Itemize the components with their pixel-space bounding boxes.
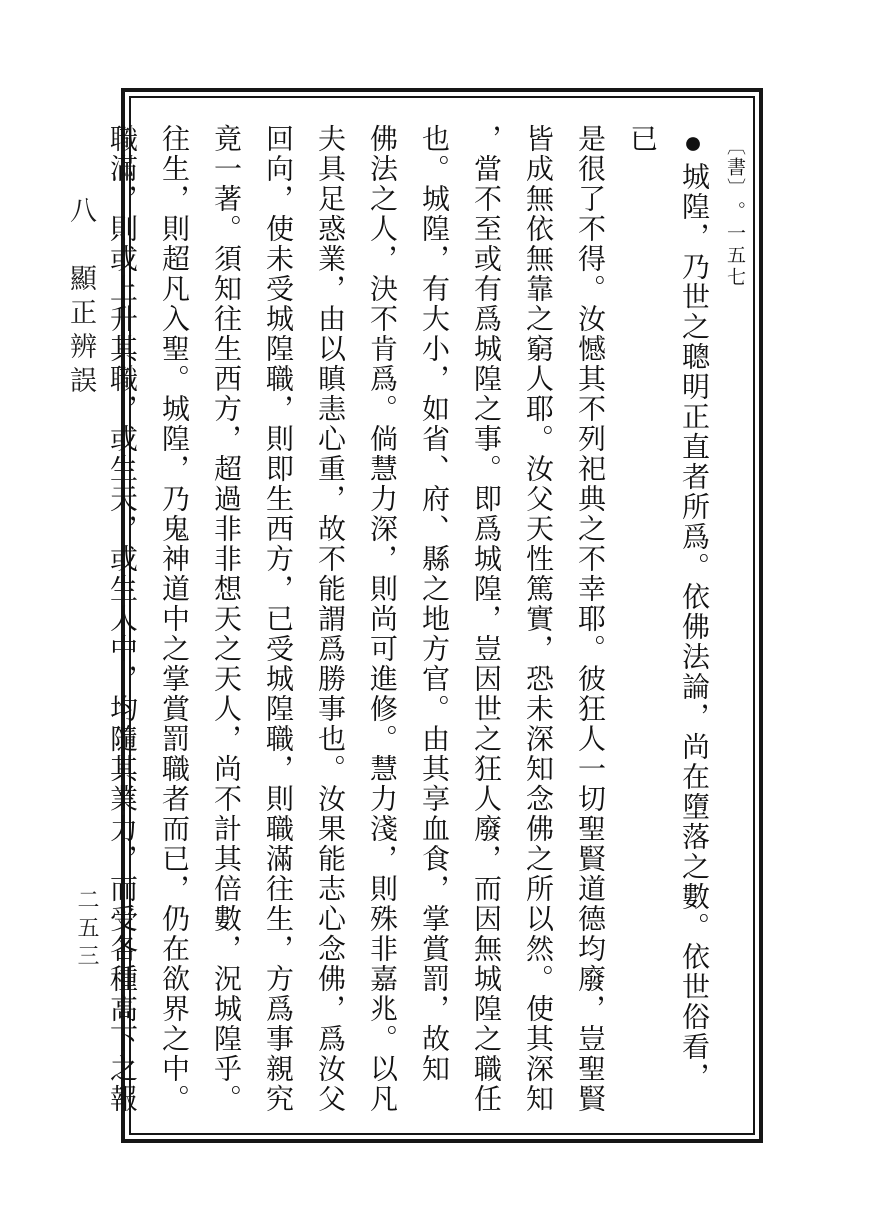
page-frame-inner-rule xyxy=(106,96,755,1135)
header-reference-number: 。一五七 xyxy=(724,201,745,289)
text-column-1-body: 城隍，乃世之聰明正直者所爲。依佛法論，尚在墮落之數。依世俗看，已 xyxy=(626,124,709,1092)
header-source-tag: 〔書〕 xyxy=(724,136,745,199)
text-column-6: 佛法之人，決不肯爲。倘慧力深，則尚可進修。慧力淺，則殊非嘉兆。以凡 xyxy=(366,124,397,1114)
text-column-10: 往生，則超凡入聖。城隍，乃鬼神道中之掌賞罰職者而已，仍在欲界之中。 xyxy=(158,124,189,1114)
text-area xyxy=(106,98,753,1133)
margin-page-number: 二五三 xyxy=(75,888,100,972)
text-column-2: 是很了不得。汝憾其不列祀典之不幸耶。彼狂人一切聖賢道德均廢，豈聖賢 xyxy=(574,124,605,1114)
text-column-9: 竟一著。須知往生西方，超過非非想天之天人，尚不計其倍數，況城隍乎。 xyxy=(210,124,241,1114)
text-column-11: 職滿，則或上升其職，或生天，或生人中，均隨其業力，而受各種高下之報 xyxy=(106,124,137,1114)
text-column-7: 夫具足惑業，由以瞋恚心重，故不能謂爲勝事也。汝果能志心念佛，爲汝父 xyxy=(314,124,345,1114)
margin-section-label: 八 顯正辨誤 xyxy=(66,196,96,400)
page-frame xyxy=(106,88,763,1143)
header-annotation xyxy=(723,124,745,1117)
text-column-4: ，當不至或有爲城隍之事。即爲城隍，豈因世之狂人廢，而因無城隍之職任 xyxy=(470,124,501,1114)
text-column-1 xyxy=(615,124,719,1117)
text-column-5: 也。城隍，有大小，如省、府、縣之地方官。由其享血食，掌賞罰，故知 xyxy=(418,124,449,1084)
text-column-8: 回向，使未受城隍職，則即生西方，已受城隍職，則職滿往生，方爲事親究 xyxy=(262,124,293,1114)
entry-bullet-icon: ● xyxy=(675,124,711,162)
text-column-3: 皆成無依無靠之窮人耶。汝父天性篤實，恐未深知念佛之所以然。使其深知 xyxy=(522,124,553,1114)
